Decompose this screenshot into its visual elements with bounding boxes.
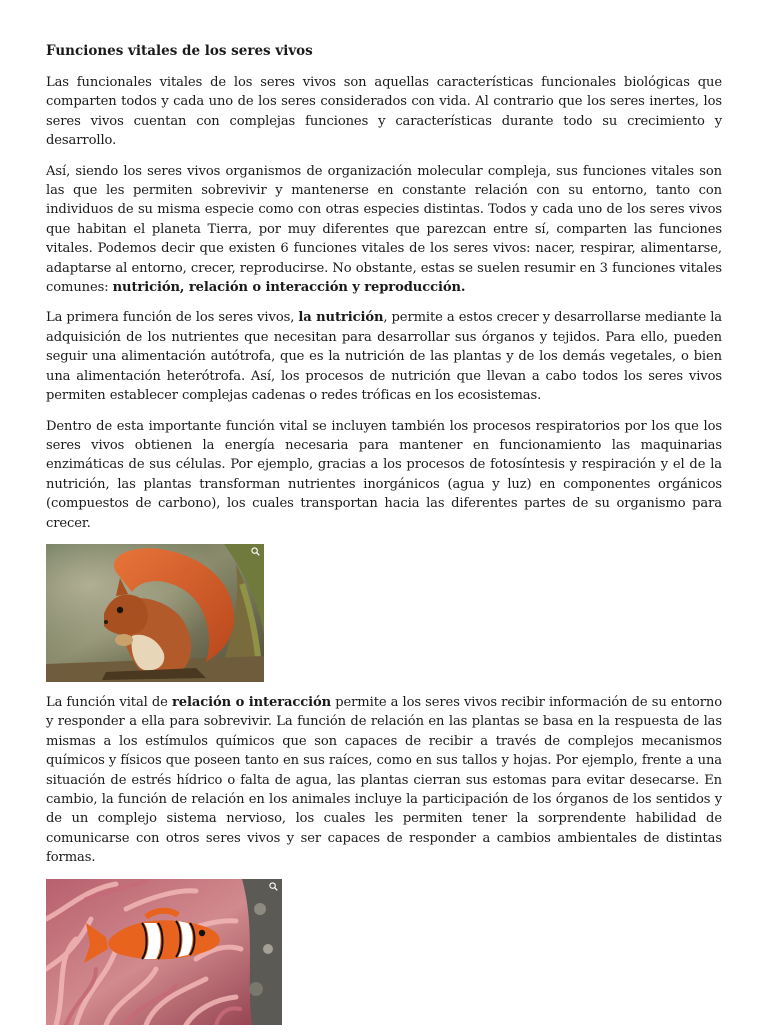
zoom-icon[interactable] (251, 547, 260, 556)
paragraph-interaction-after: permite a los seres vivos recibir información de su entorno y responder a ella para sobrevivir. La función de relación en las plantas se basa en la respuesta de las mismas a los estímulos químicos que son capaces de recibir a través de complejos mecanismos químicos y físicos que poseen tanto en sus raíces, como en sus tallos y hojas. Por ejemplo, frente a una situación de estrés hídrico o falta de agua, las plantas cierran sus estomas para evitar desecarse. En cambio, la función de relación en los animales incluye la participación de los órganos de los sentidos y de un complejo sistema nervioso, los cuales les permiten tener la sorprendente habilidad de comunicarse con otros seres vivos y ser capaces de responder a cambios ambientales de distintas formas. (46, 694, 723, 866)
paragraph-functions-text: Así, siendo los seres vivos organismos de organización molecular compleja, sus funciones vitales son las que les permiten sobrevivir y mantenerse en constante relación con su entorno, tanto con individuos de su misma especie como con otras especies distintas. Todos y cada uno de los seres vivos que habitan el planeta Tierra, por muy diferentes que parezcan entre sí, comparten las funciones vitales. Podemos decir que existen 6 funciones vitales de los seres vivos: nacer, respirar, alimentarse, adaptarse al entorno, crecer, reproducirse. No obstante, estas se suelen resumir en 3 funciones vitales comunes: (46, 163, 722, 296)
paragraph-interaction-before: La función vital de (46, 694, 172, 710)
document-content (46, 42, 722, 1036)
paragraph-intro: Las funcionales vitales de los seres vivos son aquellas características funcionales biológicas que comparten todos y cada uno de los seres considerados con vida. Al contrario que los seres inertes, los seres vivos cuentan con complejas funciones y características durante todo su crecimiento y desarrollo. (46, 75, 722, 149)
paragraph-nutrition (46, 308, 722, 405)
paragraph-nutrition-bold: la nutrición (298, 310, 384, 326)
paragraph-interaction (46, 693, 722, 868)
squirrel-photo (46, 544, 264, 682)
zoom-icon[interactable] (269, 882, 278, 891)
paragraph-functions (46, 162, 722, 298)
clownfish-photo-art (46, 879, 282, 1025)
paragraph-interaction-bold: relación o interacción (171, 694, 332, 710)
paragraph-respiration: Dentro de esta importante función vital se incluyen también los procesos respiratorios por los que los seres vivos obtienen la energía necesaria para mantener en funcionamiento las maquinarias enzimáticas de sus células. Por ejemplo, gracias a los procesos de fotosíntesis y respiración y el de la nutrición, las plantas transforman nutrientes inorgánicos (agua y luz) en componentes orgánicos (compuestos de carbono), los cuales transportan hacia las diferentes partes de su organismo para crecer. (46, 418, 722, 531)
squirrel-photo-art (46, 544, 264, 682)
clownfish-photo (46, 879, 282, 1025)
paragraph-nutrition-before: La primera función de los seres vivos, (46, 310, 299, 326)
paragraph-functions-bold: nutrición, relación o interacción y reproducción. (112, 280, 466, 296)
paragraph-nutrition-after: , permite a estos crecer y desarrollarse mediante la adquisición de los nutrientes que necesitan para desarrollar sus órganos y tejidos. Para ello, pueden seguir una alimentación autótrofa, que es la nutrición de las plantas y de los demás vegetales, o bien una alimentación heterótrofa. Así, los procesos de nutrición que llevan a cabo todos los seres vivos permiten establecer complejas cadenas o redes tróficas en los ecosistemas. (46, 310, 722, 404)
document-title: Funciones vitales de los seres vivos (46, 43, 313, 59)
